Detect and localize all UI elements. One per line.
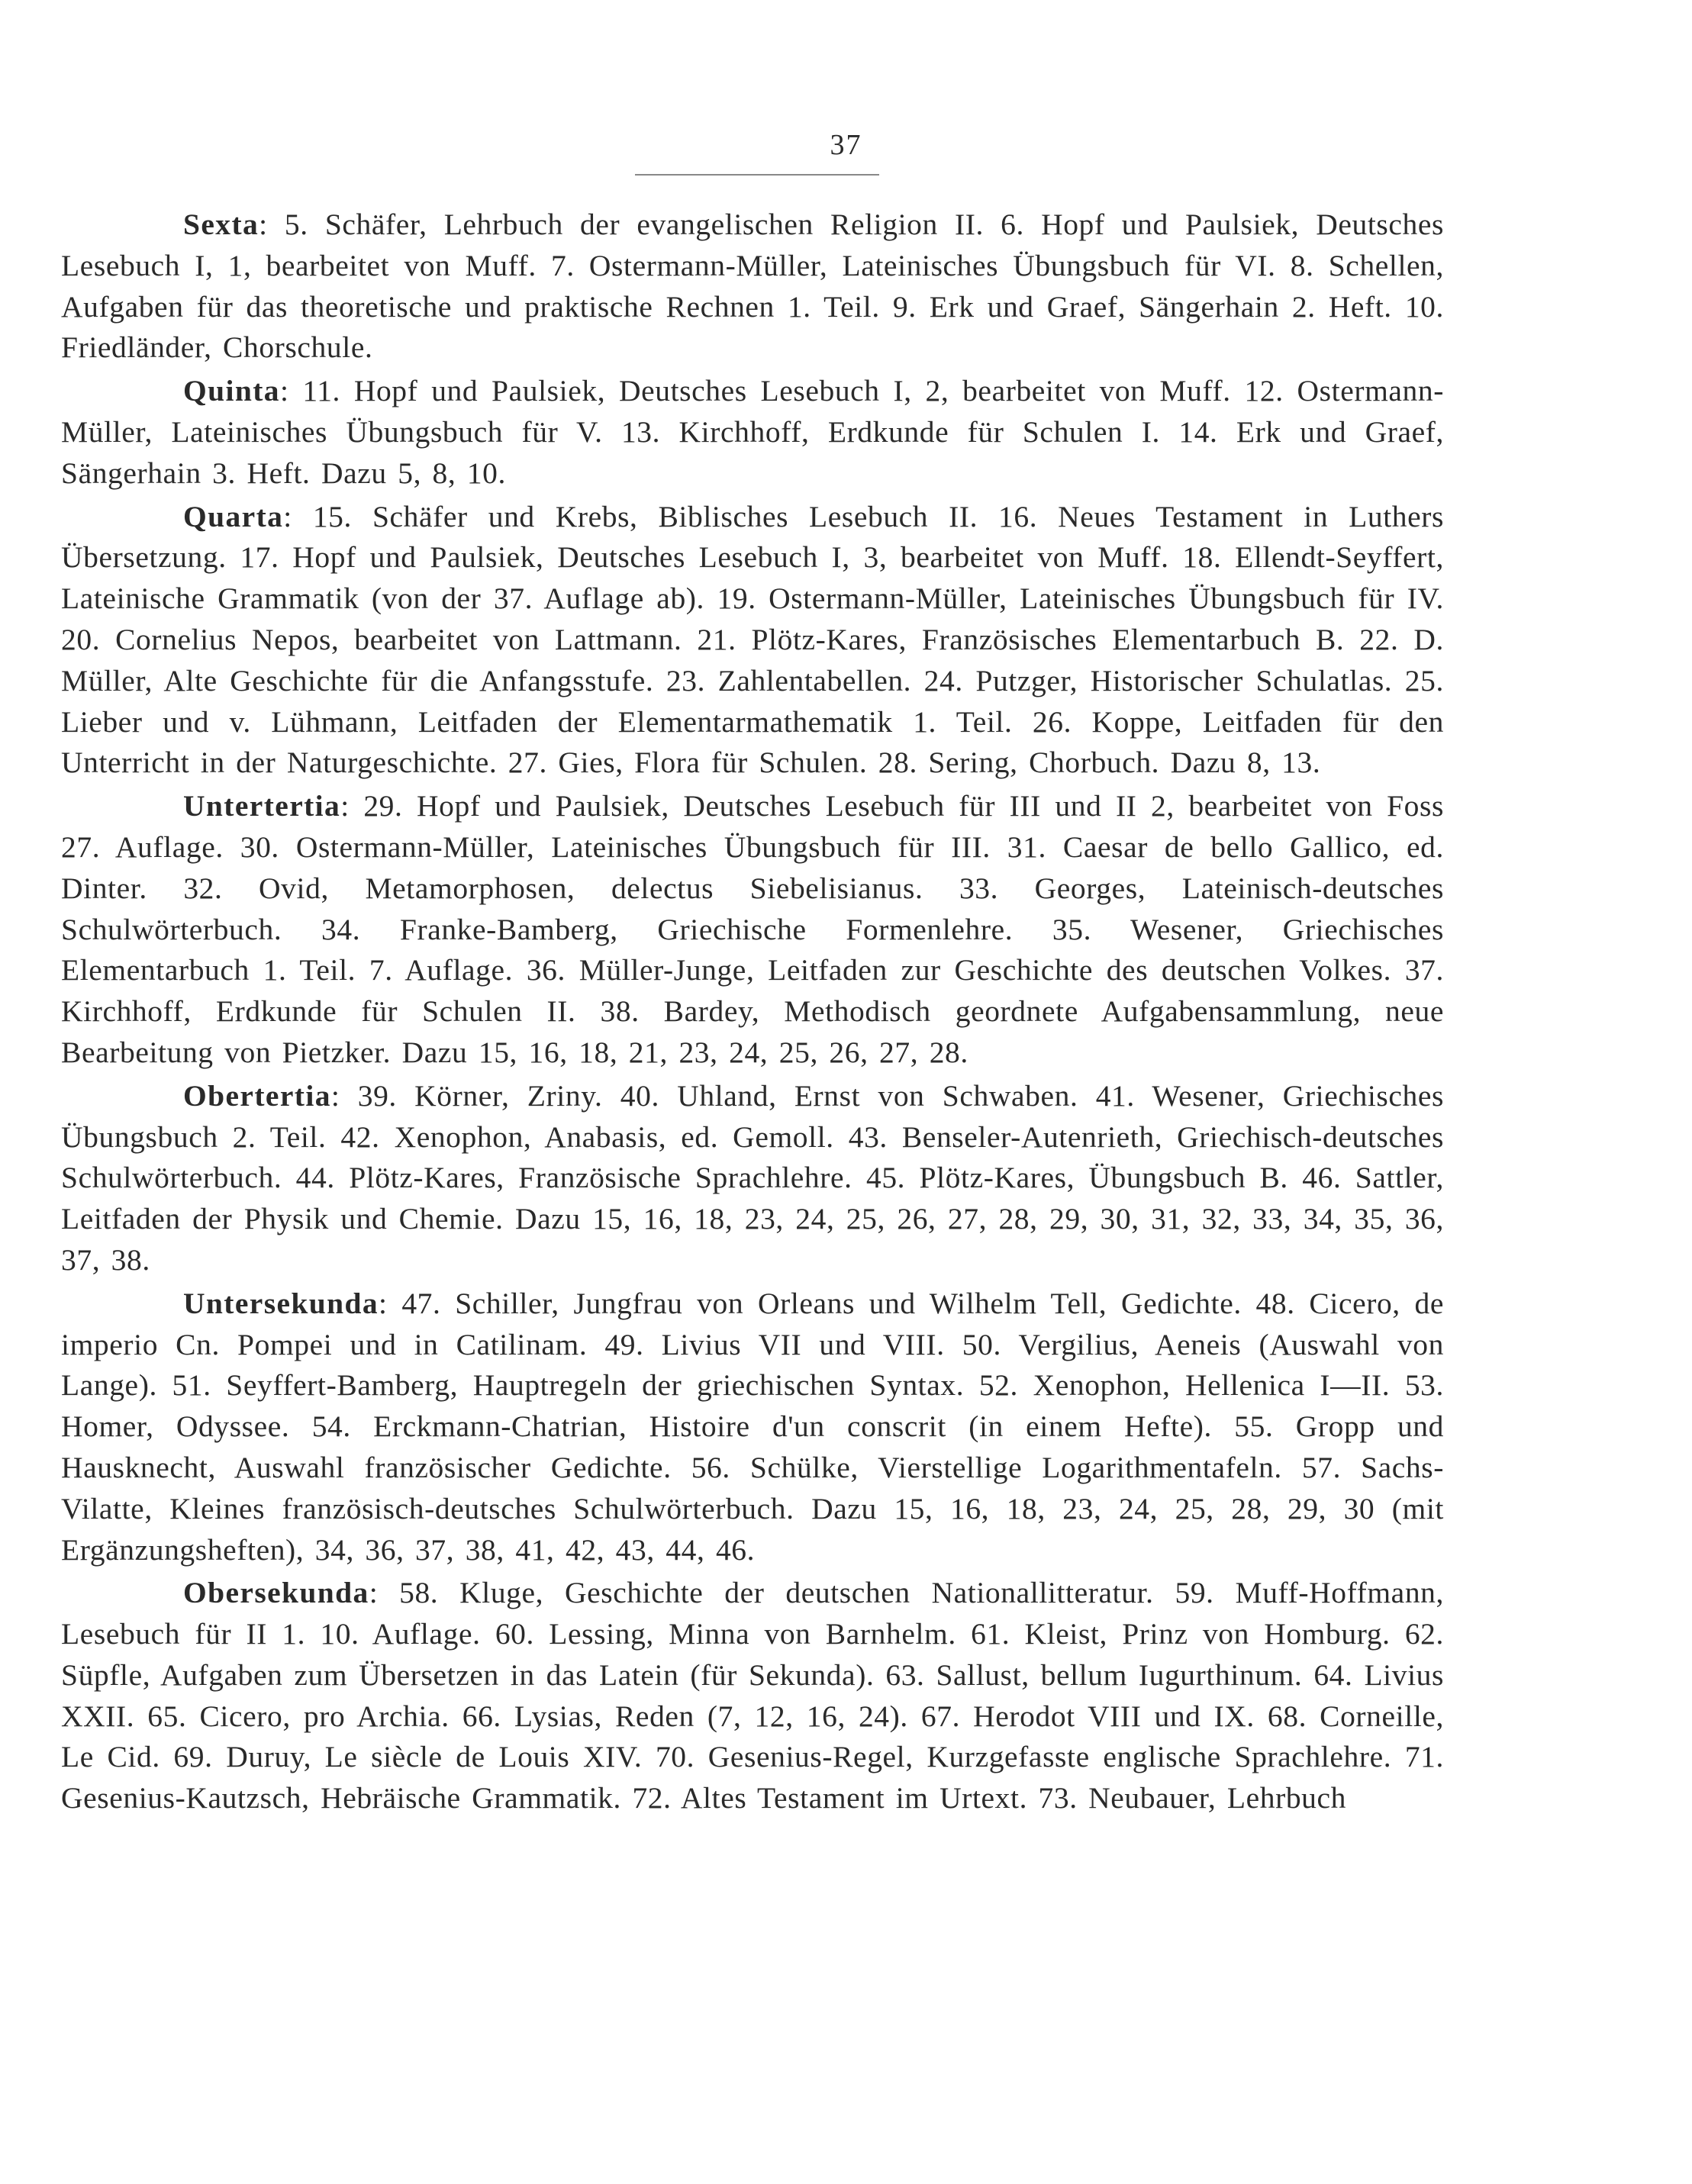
book-entries: 11. Hopf und Paulsiek, Deutsches Lesebuch I, 2, bearbeitet von Muff. 12. Ostermann-Müller, Lateinisches Übungsbuch für V. 13. Kirchhoff, Erdkunde für Schulen I. 14. Erk und Graef, Sängerhain 3. Heft. Dazu 5, 8, 10.	[61, 374, 1444, 490]
page-number: 37	[830, 129, 862, 161]
book-entries: 58. Kluge, Geschichte der deutschen Nationallitteratur. 59. Muff-Hoffmann, Lesebuch für II 1. 10. Auflage. 60. Lessing, Minna von Barnhelm. 61. Kleist, Prinz von Homburg. 62. Süpfle, Aufgaben zum Übersetzen in das Latein (für Sekunda). 63. Sallust, bellum Iugurthinum. 64. Livius XXII. 65. Cicero, pro Archia. 66. Lysias, Reden (7, 12, 16, 24). 67. Herodot VIII und IX. 68. Corneille, Le Cid. 69. Duruy, Le siècle de Louis XIV. 70. Gesenius-Regel, Kurzgefasste englische Sprachlehre. 71. Gesenius-Kautzsch, Hebräische Grammatik. 72. Altes Testament im Urtext. 73. Neubauer, Lehrbuch	[61, 1576, 1444, 1815]
label-colon: :	[340, 789, 364, 823]
text-body	[61, 205, 1444, 1822]
book-entries: 39. Körner, Zriny. 40. Uhland, Ernst von Schwaben. 41. Wesener, Griechisches Übungsbuch 2. Teil. 42. Xenophon, Anabasis, ed. Gemoll. 43. Benseler-Autenrieth, Griechisch-deutsches Schulwörterbuch. 44. Plötz-Kares, Französische Sprachlehre. 45. Plötz-Kares, Übungsbuch B. 46. Sattler, Leitfaden der Physik und Chemie. Dazu 15, 16, 18, 23, 24, 25, 26, 27, 28, 29, 30, 31, 32, 33, 34, 35, 36, 37, 38.	[61, 1078, 1444, 1277]
book-entries: 15. Schäfer und Krebs, Biblisches Lesebuch II. 16. Neues Testament in Luthers Übersetzung. 17. Hopf und Paulsiek, Deutsches Lesebuch I, 3, bearbeitet von Muff. 18. Ellendt-Seyffert, Lateinische Grammatik (von der 37. Auflage ab). 19. Ostermann-Müller, Lateinisches Übungsbuch für IV. 20. Cornelius Nepos, bearbeitet von Lattmann. 21. Plötz-Kares, Französisches Elementarbuch B. 22. D. Müller, Alte Geschichte für die Anfangsstufe. 23. Zahlentabellen. 24. Putzger, Historischer Schulatlas. 25. Lieber und v. Lühmann, Leitfaden der Elementarmathematik 1. Teil. 26. Koppe, Leitfaden für den Unterricht in der Naturgeschichte. 27. Gies, Flora für Schulen. 28. Sering, Chorbuch. Dazu 8, 13.	[61, 499, 1444, 780]
class-label: Sexta	[183, 208, 259, 241]
class-label: Quarta	[183, 499, 284, 533]
label-colon: :	[379, 1286, 402, 1320]
label-colon: :	[279, 374, 303, 408]
class-paragraph-quinta	[61, 371, 1444, 494]
class-label: Obertertia	[183, 1078, 331, 1113]
class-paragraph-untertertia	[61, 786, 1444, 1074]
book-entries: 5. Schäfer, Lehrbuch der evangelischen Religion II. 6. Hopf und Paulsiek, Deutsches Lesebuch I, 1, bearbeitet von Muff. 7. Ostermann-Müller, Lateinisches Übungsbuch für VI. 8. Schellen, Aufgaben für das theoretische und praktische Rechnen 1. Teil. 9. Erk und Graef, Sängerhain 2. Heft. 10. Friedländer, Chorschule.	[61, 208, 1444, 365]
book-entries: 29. Hopf und Paulsiek, Deutsches Lesebuch für III und II 2, bearbeitet von Foss 27. Auflage. 30. Ostermann-Müller, Lateinisches Übungsbuch für III. 31. Caesar de bello Gallico, ed. Dinter. 32. Ovid, Metamorphosen, delectus Siebelisianus. 33. Georges, Lateinisch-deutsches Schulwörterbuch. 34. Franke-Bamberg, Griechische Formenlehre. 35. Wesener, Griechisches Elementarbuch 1. Teil. 7. Auflage. 36. Müller-Junge, Leitfaden zur Geschichte des deutschen Volkes. 37. Kirchhoff, Erdkunde für Schulen II. 38. Bardey, Methodisch geordnete Aufgabensammlung, neue Bearbeitung von Pietzker. Dazu 15, 16, 18, 21, 23, 24, 25, 26, 27, 28.	[61, 789, 1444, 1069]
label-colon: :	[283, 499, 313, 533]
class-paragraph-quarta	[61, 497, 1444, 784]
class-paragraph-untersekunda	[61, 1284, 1444, 1571]
class-paragraph-sexta	[61, 205, 1444, 369]
label-colon: :	[259, 208, 285, 241]
label-colon: :	[369, 1576, 400, 1610]
book-entries: 47. Schiller, Jungfrau von Orleans und Wilhelm Tell, Gedichte. 48. Cicero, de imperio Cn. Pompei und in Catilinam. 49. Livius VII und VIII. 50. Vergilius, Aeneis (Auswahl von Lange). 51. Seyffert-Bamberg, Hauptregeln der griechischen Syntax. 52. Xenophon, Hellenica I—II. 53. Homer, Odyssee. 54. Erckmann-Chatrian, Histoire d'un conscrit (in einem Hefte). 55. Gropp und Hausknecht, Auswahl französischer Gedichte. 56. Schülke, Vierstellige Logarithmentafeln. 57. Sachs-Vilatte, Kleines französisch-deutsches Schulwörterbuch. Dazu 15, 16, 18, 23, 24, 25, 28, 29, 30 (mit Ergänzungsheften), 34, 36, 37, 38, 41, 42, 43, 44, 46.	[61, 1286, 1444, 1567]
class-paragraph-obersekunda	[61, 1573, 1444, 1819]
class-label: Obersekunda	[183, 1576, 369, 1610]
header-rule	[635, 174, 879, 176]
class-label: Untertertia	[183, 789, 341, 823]
class-paragraph-obertertia	[61, 1076, 1444, 1281]
class-label: Untersekunda	[183, 1286, 379, 1320]
class-label: Quinta	[183, 374, 280, 408]
label-colon: :	[330, 1078, 358, 1113]
